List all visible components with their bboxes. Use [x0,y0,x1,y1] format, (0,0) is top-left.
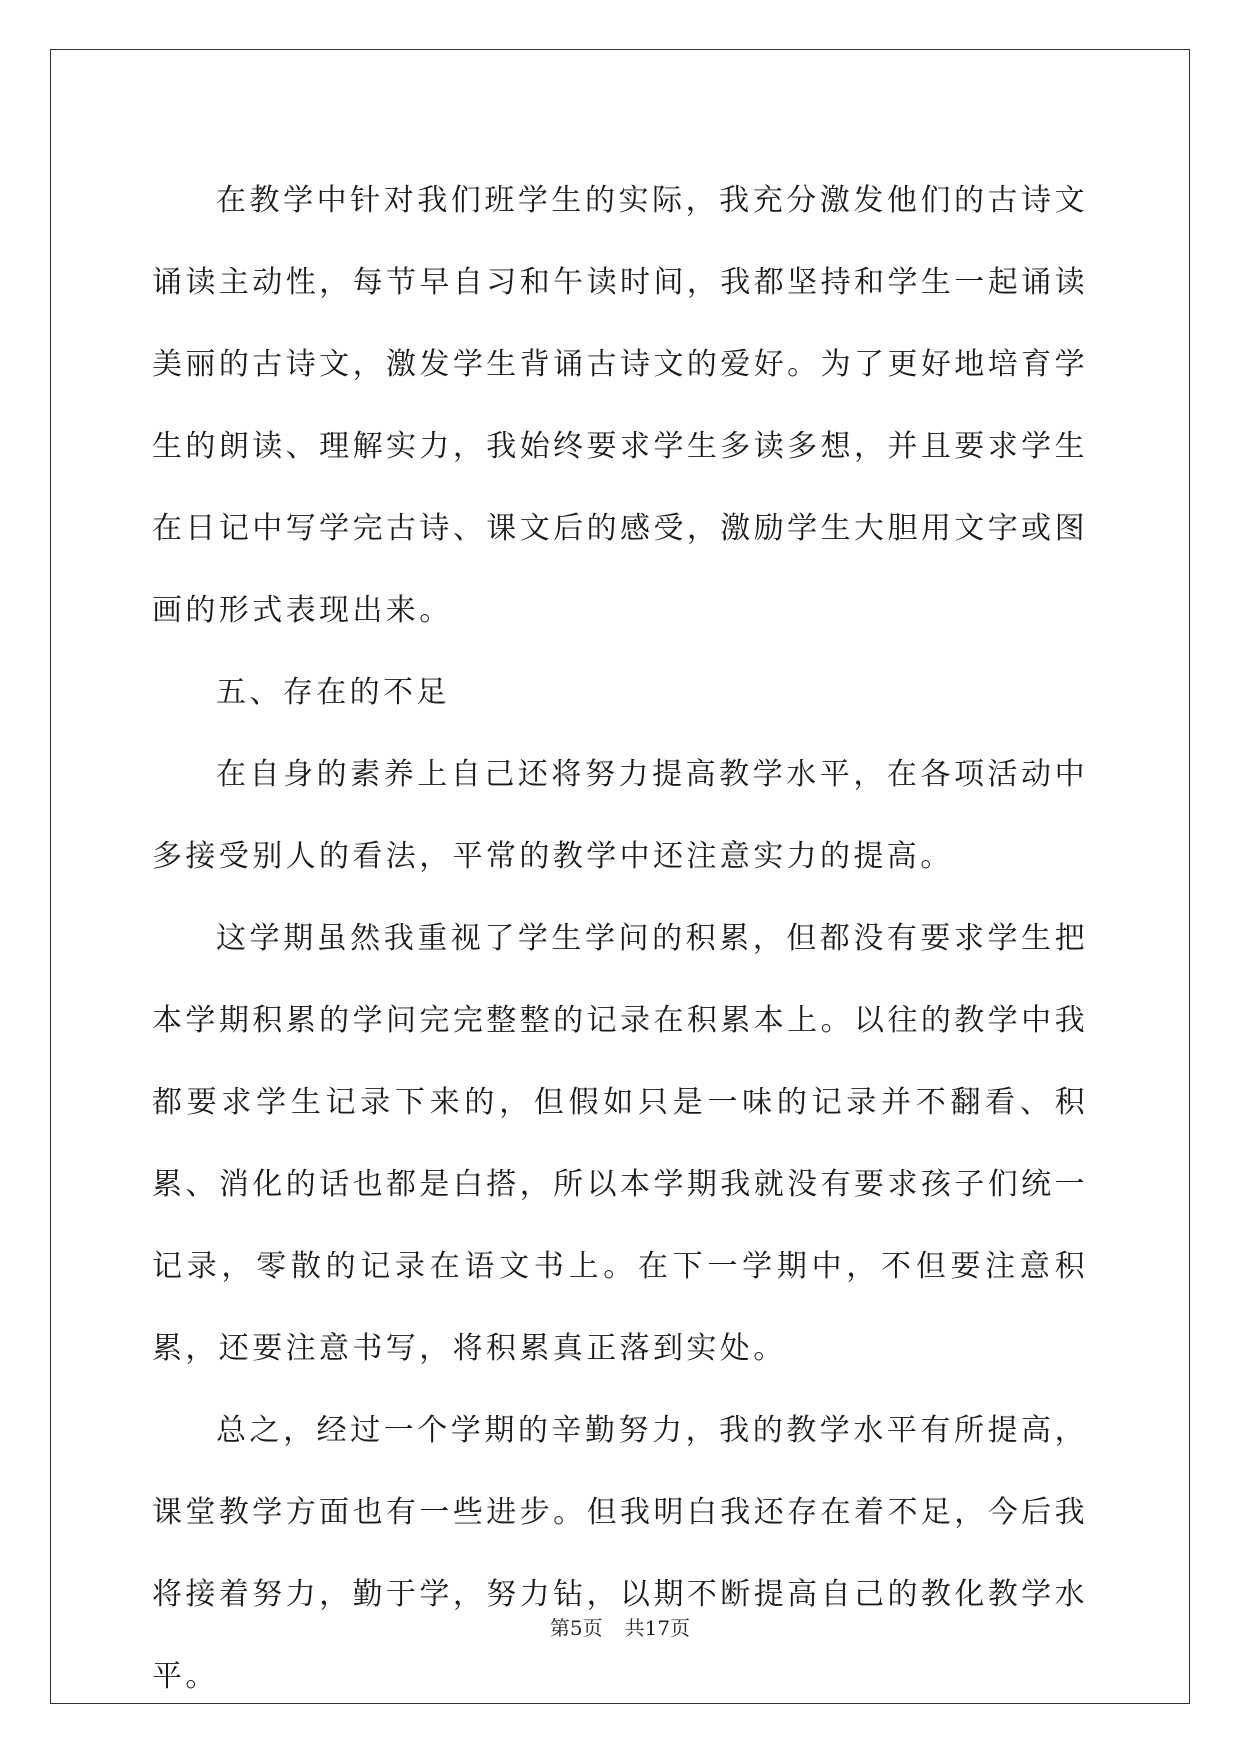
page-footer [50,1614,1190,1642]
section-heading-shortcomings: 五、存在的不足 [216,675,450,710]
document-body [152,160,1088,1718]
paragraph-recitation: 在教学中针对我们班学生的实际，我充分激发他们的古诗文诵读主动性，每节早自习和午读时间，我都坚持和学生一起诵读美丽的古诗文，激发学生背诵古诗文的爱好。为了更好地培育学生的朗读、理解实力，我始终要求学生多读多想，并且要求学生在日记中写学完古诗、课文后的感受，激励学生大胆用文字或图画的形式表现出来。 [152,183,1088,628]
page-total: 共17页 [624,1616,691,1640]
paragraph-knowledge-accumulation: 这学期虽然我重视了学生学问的积累，但都没有要求学生把本学期积累的学问完完整整的记录在积累本上。以往的教学中我都要求学生记录下来的，但假如只是一味的记录并不翻看、积累、消化的话也都是白搭，所以本学期我就没有要求孩子们统一记录，零散的记录在语文书上。在下一学期中，不但要注意积累，还要注意书写，将积累真正落到实处。 [152,921,1088,1366]
paragraph-self-improvement: 在自身的素养上自己还将努力提高教学水平，在各项活动中多接受别人的看法，平常的教学中还注意实力的提高。 [152,757,1088,874]
page-number: 第5页 [549,1616,603,1640]
paragraph-conclusion: 总之，经过一个学期的辛勤努力，我的教学水平有所提高，课堂教学方面也有一些进步。但我明白我还存在着不足，今后我将接着努力，勤于学，努力钻，以期不断提高自己的教化教学水平。 [152,1413,1088,1694]
